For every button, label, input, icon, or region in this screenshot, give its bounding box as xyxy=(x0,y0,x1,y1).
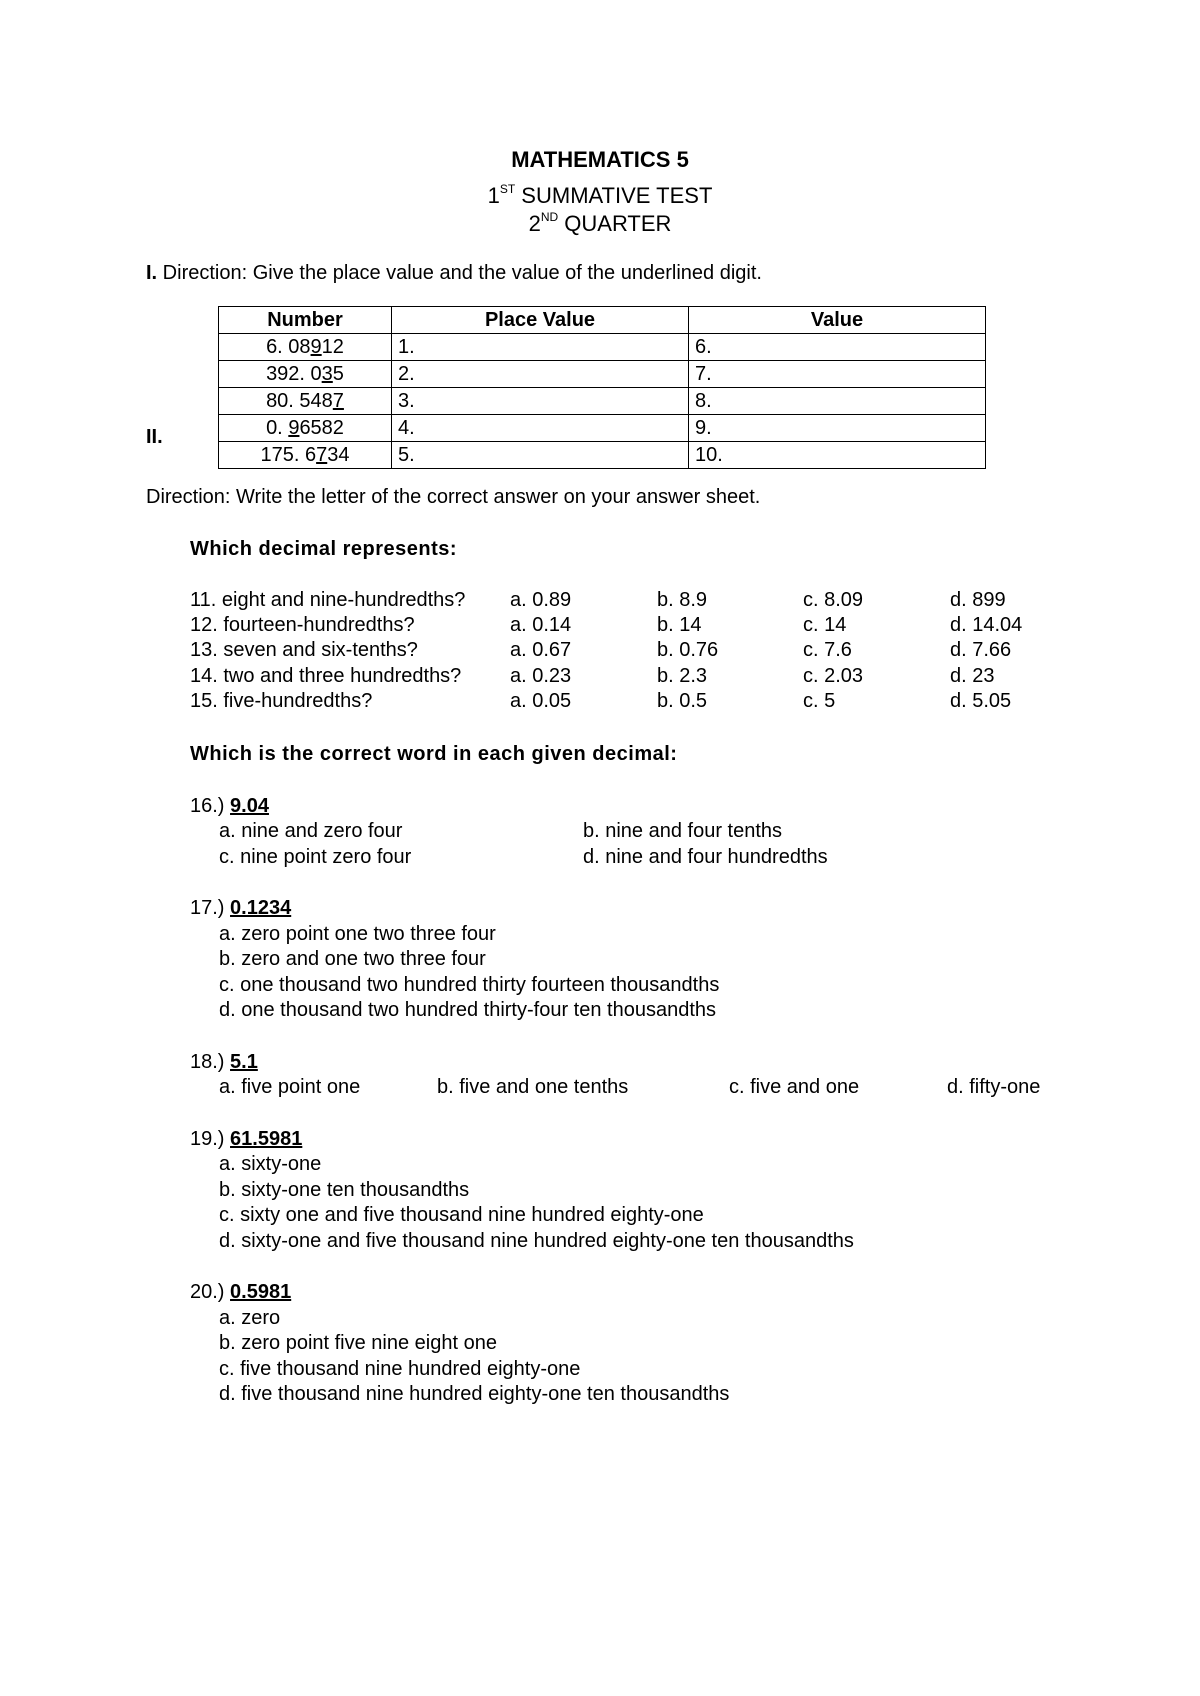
number-suffix: 12 xyxy=(321,336,344,358)
number-cell xyxy=(219,334,392,361)
choice-d: d. 23 xyxy=(950,665,995,687)
quarter-number: 2 xyxy=(528,211,541,236)
choice-d: d. nine and four hundredths xyxy=(583,846,828,868)
number-prefix: 80. 548 xyxy=(266,390,333,412)
question-text: 15. five-hundredths? xyxy=(190,690,373,712)
table-header-row xyxy=(219,307,986,334)
choice-a: a. zero xyxy=(219,1307,281,1329)
number-cell xyxy=(219,442,392,469)
value-cell: 6. xyxy=(689,334,986,361)
subtitle-number: 1 xyxy=(487,183,500,208)
choice-b: b. 14 xyxy=(657,614,702,636)
part2-label: II. xyxy=(146,426,163,448)
number-suffix: 6582 xyxy=(299,417,344,439)
choice-b: b. 0.5 xyxy=(657,690,708,712)
question-17 xyxy=(190,895,291,921)
place-value-cell: 5. xyxy=(392,442,689,469)
table-header: Number xyxy=(219,307,392,334)
question-text: 12. fourteen-hundredths? xyxy=(190,614,415,636)
choice-b: b. 0.76 xyxy=(657,639,719,661)
subtitle-ordinal: ST xyxy=(499,182,516,196)
choice-d: d. fifty-one xyxy=(947,1076,1041,1098)
subtitle-text: SUMMATIVE TEST xyxy=(515,183,713,208)
choice-a: a. sixty-one xyxy=(219,1153,322,1175)
number-cell xyxy=(219,388,392,415)
choice-d: d. 14.04 xyxy=(950,614,1023,636)
table-row xyxy=(219,334,986,361)
question-decimal: 9.04 xyxy=(230,795,269,817)
table-header: Value xyxy=(689,307,986,334)
question-text: 13. seven and six-tenths? xyxy=(190,639,418,661)
question-number: 17.) xyxy=(190,897,225,919)
quarter-text: QUARTER xyxy=(558,211,672,236)
question-20 xyxy=(190,1279,291,1305)
question-number: 19.) xyxy=(190,1128,225,1150)
number-cell xyxy=(219,415,392,442)
choice-d: d. 7.66 xyxy=(950,639,1012,661)
choice-d: d. five thousand nine hundred eighty-one ten thousandths xyxy=(219,1383,730,1405)
underlined-digit: 7 xyxy=(316,444,328,466)
table-row xyxy=(219,361,986,388)
question-18 xyxy=(190,1049,258,1075)
choice-a: a. zero point one two three four xyxy=(219,923,496,945)
choice-b: b. zero point five nine eight one xyxy=(219,1332,497,1354)
choice-c: c. 14 xyxy=(803,614,847,636)
place-value-table xyxy=(218,306,986,469)
number-prefix: 175. 6 xyxy=(260,444,317,466)
table-row xyxy=(219,415,986,442)
question-decimal: 0.1234 xyxy=(230,897,292,919)
choice-b: b. zero and one two three four xyxy=(219,948,486,970)
place-value-cell: 3. xyxy=(392,388,689,415)
value-cell: 9. xyxy=(689,415,986,442)
question-text: 14. two and three hundredths? xyxy=(190,665,462,687)
question-16 xyxy=(190,793,269,819)
underlined-digit: 7 xyxy=(332,390,344,412)
question-decimal: 0.5981 xyxy=(230,1281,292,1303)
choice-c: c. five thousand nine hundred eighty-one xyxy=(219,1358,581,1380)
choice-b: b. 8.9 xyxy=(657,589,708,611)
choice-a: a. five point one xyxy=(219,1076,361,1098)
underlined-digit: 9 xyxy=(310,336,322,358)
choice-a: a. 0.14 xyxy=(510,614,572,636)
choice-c: c. 8.09 xyxy=(803,589,864,611)
choice-c: c. nine point zero four xyxy=(219,846,412,868)
part1-label: I. xyxy=(146,262,158,284)
table-row xyxy=(219,442,986,469)
section-heading: Which is the correct word in each given decimal: xyxy=(190,743,678,765)
question-text: 11. eight and nine-hundredths? xyxy=(190,589,466,611)
question-decimal: 5.1 xyxy=(230,1051,258,1073)
choice-a: a. 0.23 xyxy=(510,665,572,687)
underlined-digit: 9 xyxy=(288,417,300,439)
place-value-cell: 4. xyxy=(392,415,689,442)
value-cell: 7. xyxy=(689,361,986,388)
question-number: 18.) xyxy=(190,1051,225,1073)
place-value-cell: 1. xyxy=(392,334,689,361)
number-suffix: 5 xyxy=(332,363,344,385)
place-value-cell: 2. xyxy=(392,361,689,388)
part2-direction: Direction: Write the letter of the correct answer on your answer sheet. xyxy=(146,486,761,508)
choice-a: a. nine and zero four xyxy=(219,820,403,842)
table-row xyxy=(219,388,986,415)
choice-d: d. 5.05 xyxy=(950,690,1012,712)
choice-b: b. 2.3 xyxy=(657,665,708,687)
choice-c: c. 2.03 xyxy=(803,665,864,687)
choice-a: a. 0.89 xyxy=(510,589,572,611)
value-cell: 8. xyxy=(689,388,986,415)
choice-b: b. five and one tenths xyxy=(437,1076,629,1098)
choice-c: c. five and one xyxy=(729,1076,860,1098)
value-cell: 10. xyxy=(689,442,986,469)
choice-c: c. sixty one and five thousand nine hundred eighty-one xyxy=(219,1204,704,1226)
quarter-subtitle xyxy=(0,203,1200,238)
part1-direction-text: Direction: Give the place value and the value of the underlined digit. xyxy=(157,262,762,284)
choice-c: c. 7.6 xyxy=(803,639,852,661)
choice-c: c. one thousand two hundred thirty fourteen thousandths xyxy=(219,974,720,996)
question-19 xyxy=(190,1126,302,1152)
question-number: 16.) xyxy=(190,795,225,817)
number-suffix: 34 xyxy=(327,444,350,466)
number-prefix: 0. xyxy=(266,417,289,439)
choice-a: a. 0.05 xyxy=(510,690,572,712)
choice-d: d. sixty-one and five thousand nine hundred eighty-one ten thousandths xyxy=(219,1230,854,1252)
table-header: Place Value xyxy=(392,307,689,334)
question-decimal: 61.5981 xyxy=(230,1128,303,1150)
question-number: 20.) xyxy=(190,1281,225,1303)
choice-c: c. 5 xyxy=(803,690,836,712)
number-prefix: 392. 0 xyxy=(266,363,322,385)
underlined-digit: 3 xyxy=(321,363,333,385)
number-cell xyxy=(219,361,392,388)
section-heading: Which decimal represents: xyxy=(190,538,458,560)
number-prefix: 6. 08 xyxy=(266,336,311,358)
choice-b: b. sixty-one ten thousandths xyxy=(219,1179,470,1201)
quarter-ordinal: ND xyxy=(540,210,559,224)
page-title: MATHEMATICS 5 xyxy=(511,147,689,172)
choice-d: d. 899 xyxy=(950,589,1006,611)
part1-direction xyxy=(146,260,762,286)
choice-d: d. one thousand two hundred thirty-four ten thousandths xyxy=(219,999,717,1021)
choice-b: b. nine and four tenths xyxy=(583,820,783,842)
choice-a: a. 0.67 xyxy=(510,639,572,661)
